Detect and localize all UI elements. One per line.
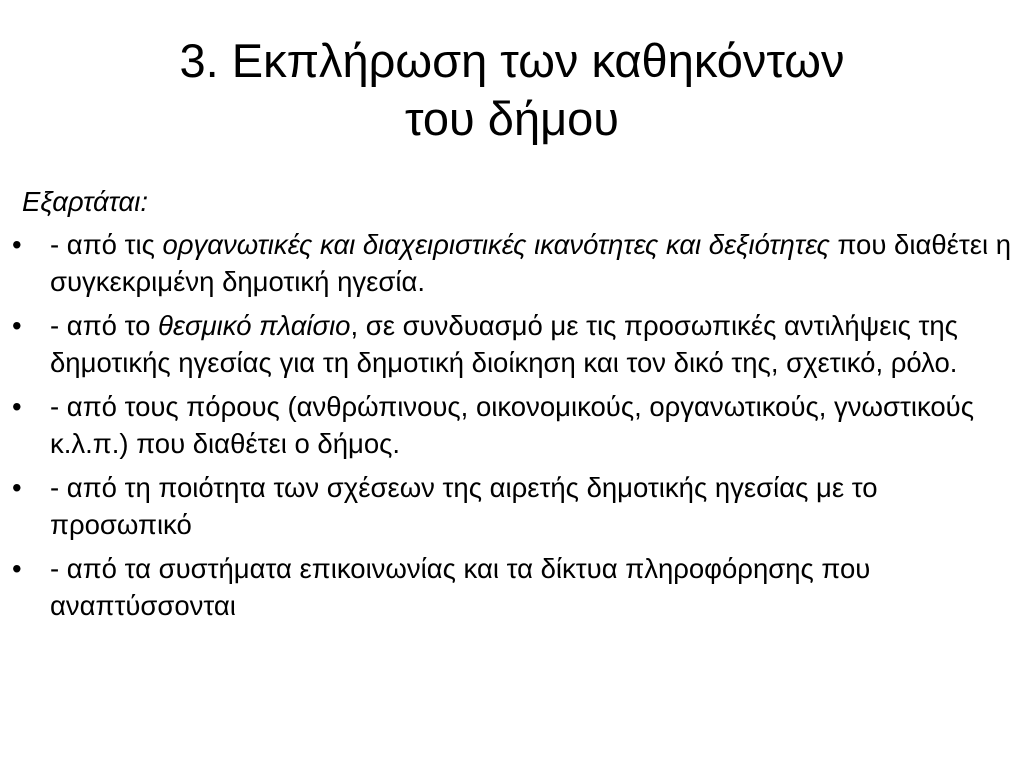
item-prefix: - από το	[50, 310, 159, 341]
item-emphasis: θεσμικό πλαίσιο	[158, 310, 351, 341]
slide-title-line-1: 3. Εκπλήρωση των καθηκόντων	[179, 34, 845, 87]
bullet-icon: •	[12, 391, 22, 422]
list-item	[12, 307, 1017, 381]
list-item	[12, 388, 1017, 462]
bullet-icon: •	[12, 310, 22, 341]
list-item	[12, 550, 1017, 624]
bullet-icon: •	[12, 472, 22, 503]
item-text: - από τα συστήματα επικοινωνίας και τα δίκτυα πληροφόρησης που αναπτύσσονται	[50, 553, 871, 621]
list-item	[12, 226, 1017, 300]
slide-body	[12, 183, 1017, 631]
intro-text: Εξαρτάται:	[22, 186, 148, 217]
bullet-icon: •	[12, 553, 22, 584]
item-text: - από τους πόρους (ανθρώπινους, οικονομικούς, οργανωτικούς, γνωστικούς κ.λ.π.) που διαθέτει ο δήμος.	[50, 391, 974, 459]
item-suffix: που διαθέτει η συγκεκριμένη δημοτική ηγεσία.	[50, 229, 1012, 297]
slide-title	[60, 32, 964, 148]
item-suffix: , σε συνδυασμό με τις προσωπικές αντιλήψεις της δημοτικής ηγεσίας για τη δημοτική διοίκηση και τον δικό της, σχετικό, ρόλο.	[50, 310, 958, 378]
item-text: - από τη ποιότητα των σχέσεων της αιρετής δημοτικής ηγεσίας με το προσωπικό	[50, 472, 878, 540]
item-emphasis: οργανωτικές και διαχειριστικές ικανότητες και δεξιότητες	[162, 229, 830, 260]
list-item	[12, 469, 1017, 543]
bullet-icon: •	[12, 229, 22, 260]
item-prefix: - από τις	[50, 229, 163, 260]
slide-title-line-2: του δήμου	[404, 92, 620, 145]
bullet-list	[12, 226, 1017, 624]
